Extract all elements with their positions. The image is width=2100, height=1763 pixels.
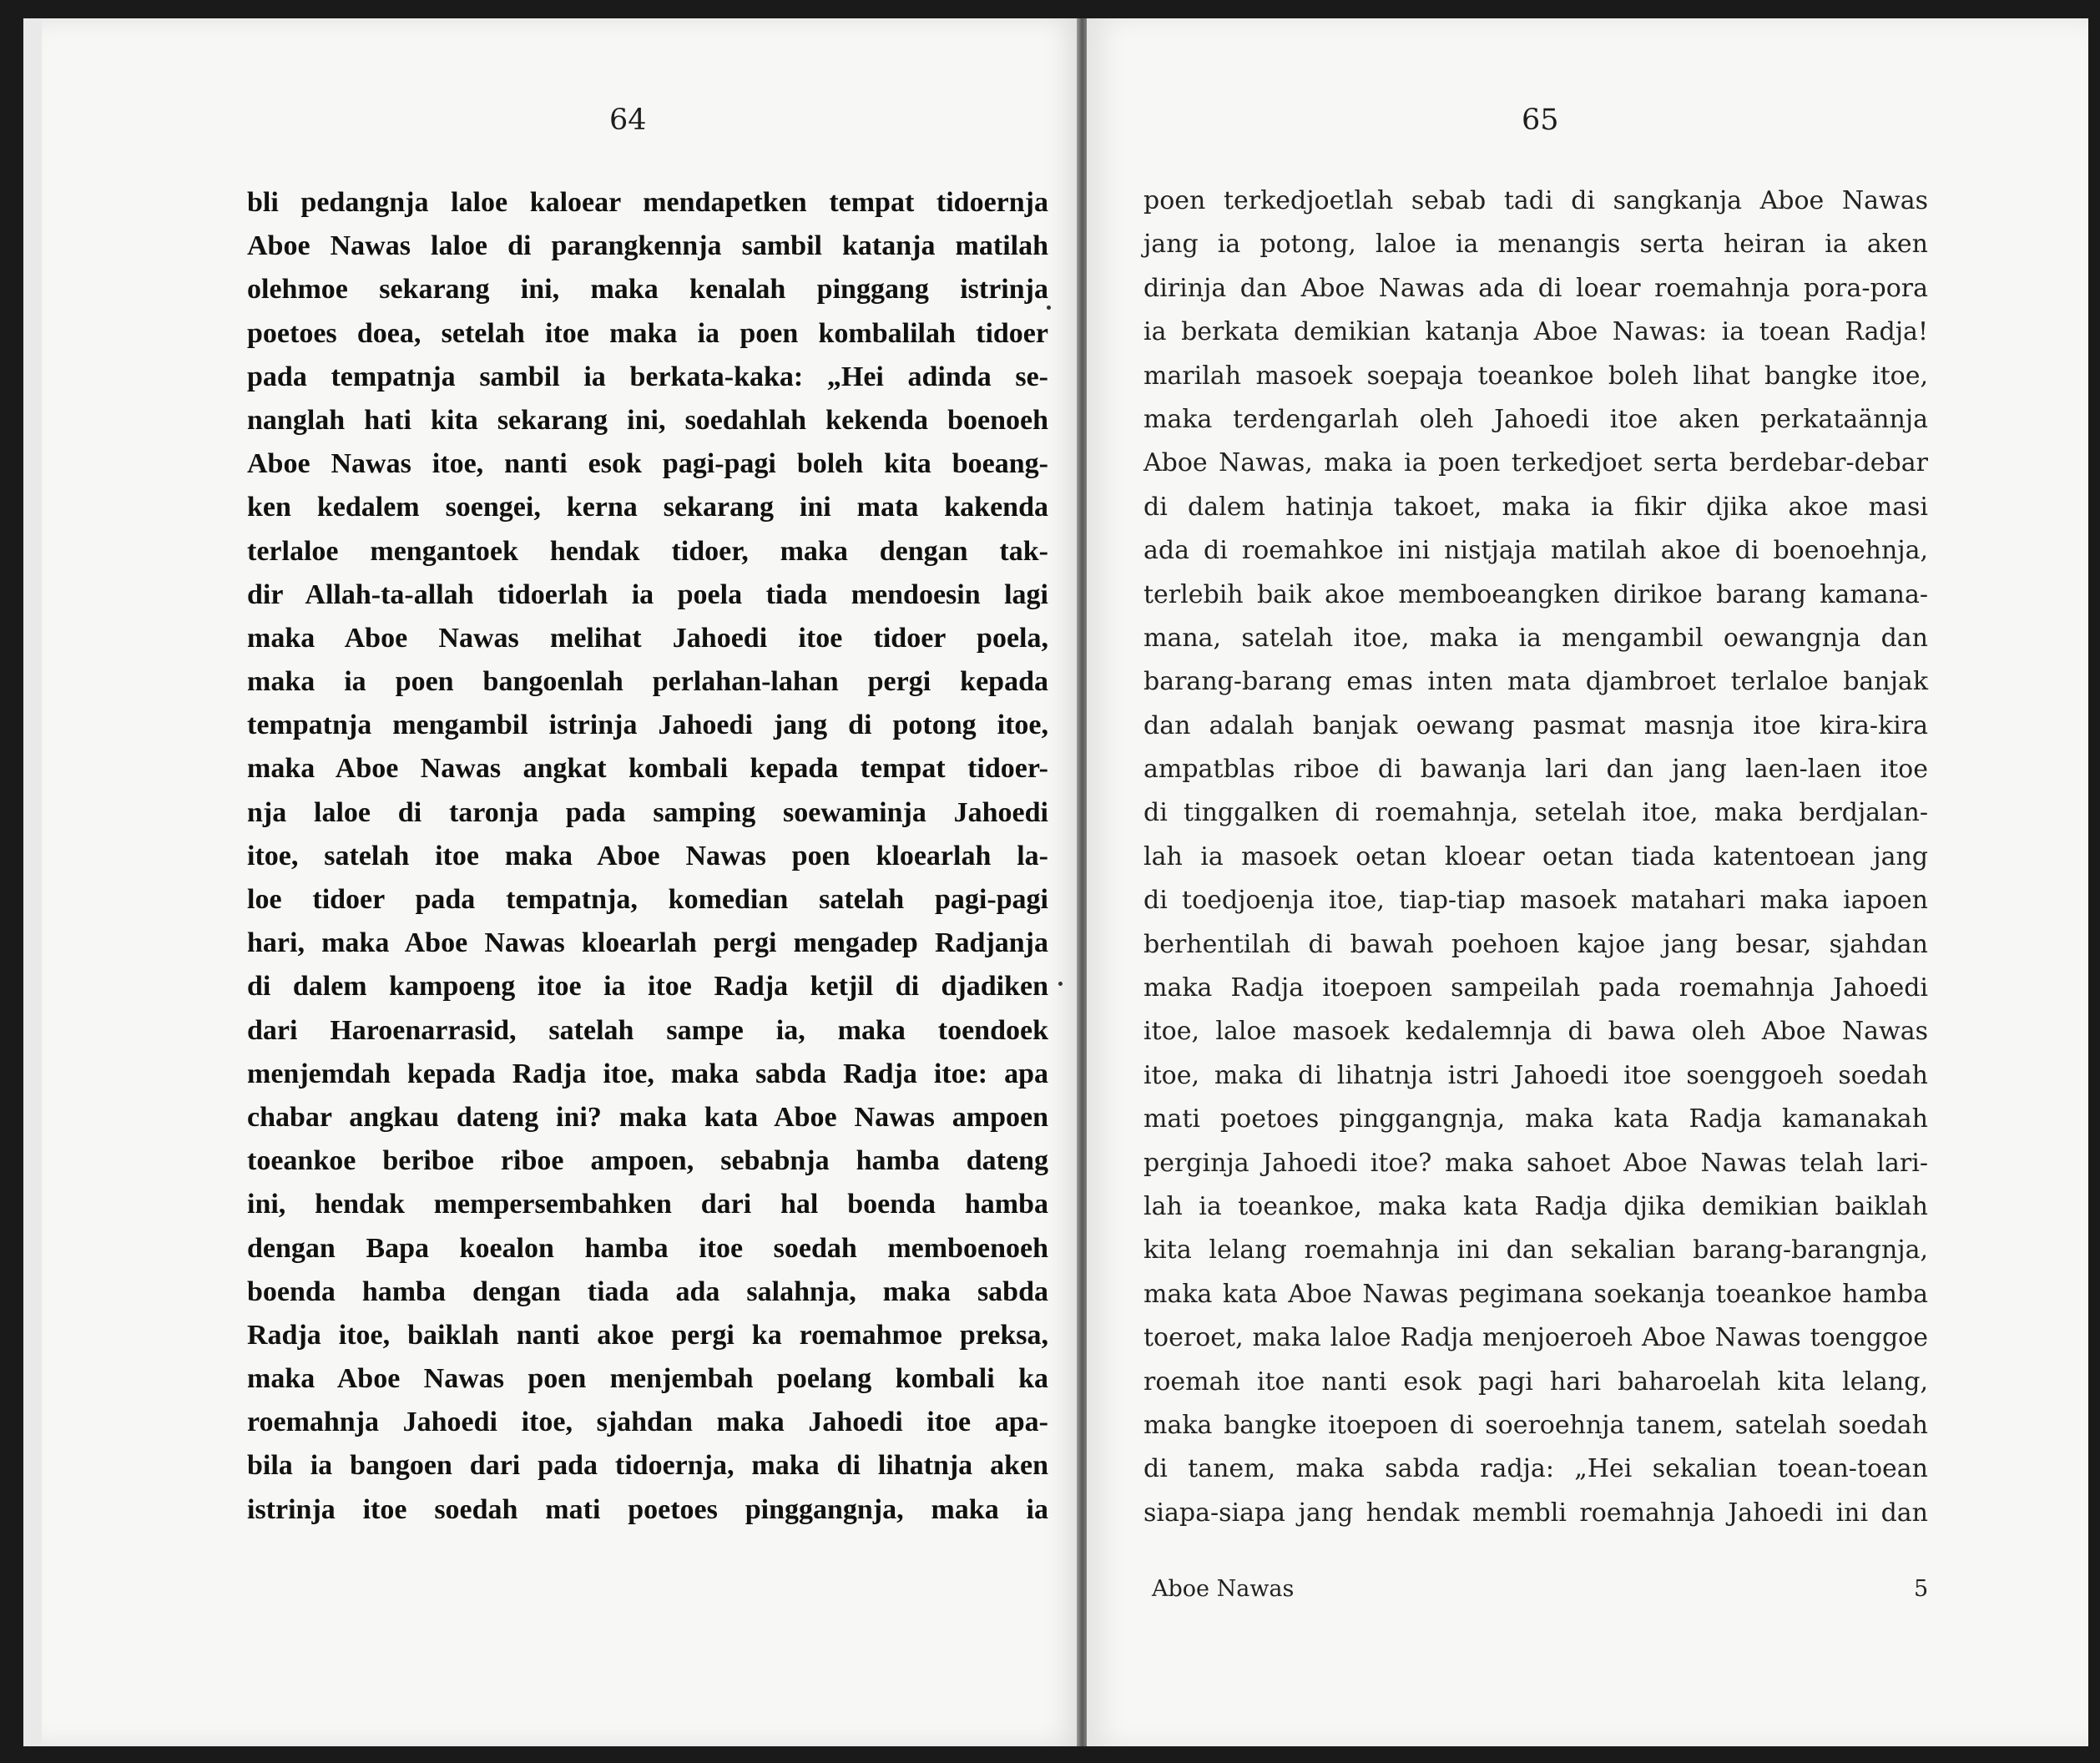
left-page-text-line: ini, hendak mempersembahken dari hal boenda hamba xyxy=(247,1189,1048,1220)
left-page-text-line: dir Allah-ta-allah tidoerlah ia poela tiada mendoesin lagi xyxy=(247,578,1048,610)
left-page-text-line: maka ia poen bangoenlah perlahan-lahan pergi kepada xyxy=(247,666,1048,698)
left-page-text-line: bila ia bangoen dari pada tidoernja, maka di lihatnja aken xyxy=(247,1450,1048,1482)
right-page-text-line: di tinggalken di roemahnja, setelah itoe, maka berdjalan- xyxy=(1143,798,1928,828)
right-page-text-line: lah ia toeankoe, maka kata Radja djika demikian baiklah xyxy=(1143,1191,1928,1221)
right-page-text-line: maka kata Aboe Nawas pegimana soekanja toeankoe hamba xyxy=(1143,1279,1928,1309)
right-page-text-line: di tanem, maka sabda radja: „Hei sekalian toean-toean xyxy=(1143,1454,1928,1484)
left-page-text-line: istrinja itoe soedah mati poetoes pinggangnja, maka ia xyxy=(247,1493,1048,1525)
right-page-text-line: dan adalah banjak oewang pasmat masnja itoe kira-kira xyxy=(1143,710,1928,740)
left-page xyxy=(42,18,1083,1746)
left-page-text-line: olehmoe sekarang ini, maka kenalah pinggang istrinja xyxy=(247,274,1048,306)
left-page-text-line: nja laloe di taronja pada samping soewaminja Jahoedi xyxy=(247,796,1048,828)
left-page-text-line: menjemdah kepada Radja itoe, maka sabda Radja itoe: apa xyxy=(247,1058,1048,1089)
left-page-text-line: maka Aboe Nawas angkat kombali kepada tempat tidoer- xyxy=(247,753,1048,785)
left-page-text-line: ken kedalem soengei, kerna sekarang ini mata kakenda xyxy=(247,492,1048,523)
left-page-text-line: pada tempatnja sambil ia berkata-kaka: „Hei adinda se- xyxy=(247,361,1048,392)
right-page-text xyxy=(1143,179,1928,1535)
left-page-text-line: dengan Bapa koealon hamba itoe soedah memboenoeh xyxy=(247,1232,1048,1264)
left-page-text-line: Radja itoe, baiklah nanti akoe pergi ka roemahmoe preksa, xyxy=(247,1319,1048,1351)
right-page-text-line: mana, satelah itoe, maka ia mengambil oewangnja dan xyxy=(1143,623,1928,653)
right-page-text-line: ia berkata demikian katanja Aboe Nawas: ia toean Radja! xyxy=(1143,317,1928,347)
footer-signature: Aboe Nawas xyxy=(1152,1576,1295,1602)
left-page-text-line: tempatnja mengambil istrinja Jahoedi jang di potong itoe, xyxy=(247,710,1048,741)
right-page-text-line: toeroet, maka laloe Radja menjoeroeh Aboe Nawas toenggoe xyxy=(1143,1323,1928,1353)
right-page-text-line: maka terdengarlah oleh Jahoedi itoe aken perkataännja xyxy=(1143,404,1928,434)
left-page-text-line: Aboe Nawas laloe di parangkennja sambil katanja matilah xyxy=(247,230,1048,262)
right-page-text-line: maka bangke itoepoen di soeroehnja tanem, satelah soedah xyxy=(1143,1410,1928,1440)
left-page-text-line: poetoes doea, setelah itoe maka ia poen kombalilah tidoer xyxy=(247,317,1048,349)
page-number-right: 65 xyxy=(1522,104,1559,137)
right-page xyxy=(1087,18,2088,1746)
left-page-text-line: maka Aboe Nawas poen menjembah poelang kombali ka xyxy=(247,1363,1048,1395)
left-page-text-line: Aboe Nawas itoe, nanti esok pagi-pagi boleh kita boeang- xyxy=(247,448,1048,480)
right-page-text-line: itoe, maka di lihatnja istri Jahoedi itoe soenggoeh soedah xyxy=(1143,1060,1928,1090)
left-page-text-line: di dalem kampoeng itoe ia itoe Radja ketjil di djadiken xyxy=(247,971,1048,1003)
right-page-text-line: berhentilah di bawah poehoen kajoe jang besar, sjahdan xyxy=(1143,929,1928,959)
right-page-text-line: ampatblas riboe di bawanja lari dan jang laen-laen itoe xyxy=(1143,755,1928,785)
right-page-text-line: marilah masoek soepaja toeankoe boleh lihat bangke itoe, xyxy=(1143,361,1928,391)
left-page-text-line: nanglah hati kita sekarang ini, soedahlah kekenda boenoeh xyxy=(247,404,1048,436)
right-page-text-line: siapa-siapa jang hendak membli roemahnja Jahoedi ini dan xyxy=(1143,1498,1928,1528)
right-page-text-line: terlebih baik akoe memboeangken dirikoe barang kamana- xyxy=(1143,579,1928,609)
right-page-text-line: itoe, laloe masoek kedalemnja di bawa oleh Aboe Nawas xyxy=(1143,1017,1928,1047)
right-page-text-line: roemah itoe nanti esok pagi hari baharoelah kita lelang, xyxy=(1143,1366,1928,1397)
right-page-text-line: kita lelang roemahnja ini dan sekalian barang-barangnja, xyxy=(1143,1235,1928,1265)
left-page-text-line: roemahnja Jahoedi itoe, sjahdan maka Jahoedi itoe apa- xyxy=(247,1407,1048,1438)
page-number-left: 64 xyxy=(609,104,647,137)
right-page-text-line: di dalem hatinja takoet, maka ia fikir djika akoe masi xyxy=(1143,492,1928,522)
left-page-text-line: itoe, satelah itoe maka Aboe Nawas poen kloearlah la- xyxy=(247,840,1048,871)
right-page-text-line: barang-barang emas inten mata djambroet terlaloe banjak xyxy=(1143,667,1928,697)
open-book xyxy=(23,18,2078,1746)
right-page-text-line: di toedjoenja itoe, tiap-tiap masoek matahari maka iapoen xyxy=(1143,886,1928,916)
right-page-text-line: perginja Jahoedi itoe? maka sahoet Aboe Nawas telah lari- xyxy=(1143,1148,1928,1178)
left-page-text-line: dari Haroenarrasid, satelah sampe ia, maka toendoek xyxy=(247,1014,1048,1046)
left-page-text-line: terlaloe mengantoek hendak tidoer, maka dengan tak- xyxy=(247,535,1048,567)
left-page-text-line: boenda hamba dengan tiada ada salahnja, maka sabda xyxy=(247,1276,1048,1307)
speck-mark xyxy=(1047,306,1051,310)
left-page-text-line: hari, maka Aboe Nawas kloearlah pergi mengadep Radjanja xyxy=(247,927,1048,959)
right-page-text-line: lah ia masoek oetan kloear oetan tiada katentoean jang xyxy=(1143,841,1928,871)
right-page-text-line: ada di roemahkoe ini nistjaja matilah akoe di boenoehnja, xyxy=(1143,536,1928,566)
right-page-text-line: dirinja dan Aboe Nawas ada di loear roemahnja pora-pora xyxy=(1143,273,1928,303)
speck-mark xyxy=(1058,982,1063,986)
left-page-text-line: toeankoe beriboe riboe ampoen, sebabnja hamba dateng xyxy=(247,1145,1048,1177)
left-page-text xyxy=(247,181,1048,1532)
right-page-text-line: maka Radja itoepoen sampeilah pada roemahnja Jahoedi xyxy=(1143,973,1928,1003)
right-page-text-line: jang ia potong, laloe ia menangis serta heiran ia aken xyxy=(1143,230,1928,260)
left-page-text-line: maka Aboe Nawas melihat Jahoedi itoe tidoer poela, xyxy=(247,622,1048,654)
right-page-text-line: Aboe Nawas, maka ia poen terkedjoet serta berdebar-debar xyxy=(1143,448,1928,478)
left-page-text-line: bli pedangnja laloe kaloear mendapetken tempat tidoernja xyxy=(247,187,1048,218)
right-page-text-line: poen terkedjoetlah sebab tadi di sangkanja Aboe Nawas xyxy=(1143,186,1928,215)
left-page-text-line: chabar angkau dateng ini? maka kata Aboe Nawas ampoen xyxy=(247,1101,1048,1133)
right-page-text-line: mati poetoes pinggangnja, maka kata Radja kamanakah xyxy=(1143,1104,1928,1134)
left-page-text-line: loe tidoer pada tempatnja, komedian satelah pagi-pagi xyxy=(247,884,1048,915)
signature-number: 5 xyxy=(1914,1576,1929,1602)
